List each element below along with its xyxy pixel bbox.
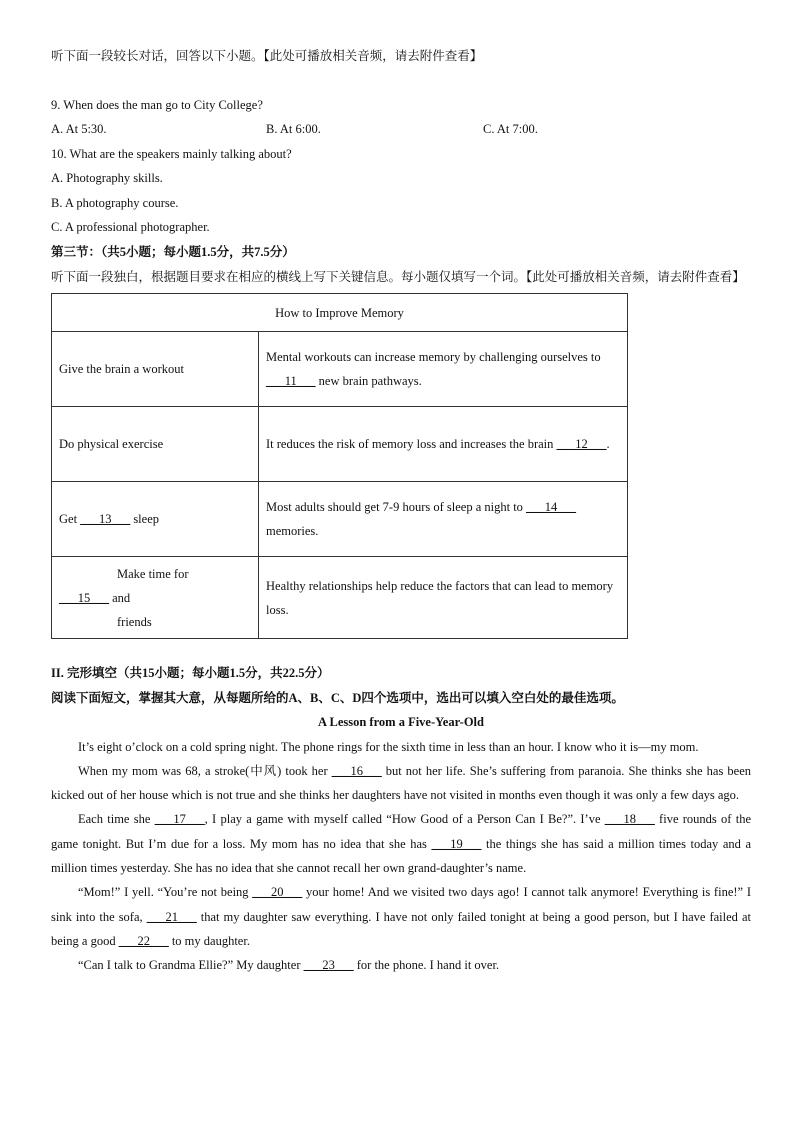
paragraph-5 xyxy=(51,953,751,977)
cell-text: new brain pathways. xyxy=(315,374,422,388)
table-cell-left: Do physical exercise xyxy=(52,407,259,482)
cell-text: Get xyxy=(59,512,81,526)
blank-22: ___22___ xyxy=(118,933,169,948)
passage-title: A Lesson from a Five-Year-Old xyxy=(318,715,484,729)
blank-23: ___23___ xyxy=(303,958,354,973)
long-dialogue-intro: 听下面一段较长对话，回答以下小题。【此处可播放相关音频，请去附件查看】 xyxy=(51,49,483,63)
blank-17: ___17___ xyxy=(154,812,205,827)
table-cell-left xyxy=(52,482,259,557)
cloze-instructions: 阅读下面短文，掌握其大意，从每题所给的A、B、C、D四个选项中，选出可以填入空白处的最佳选项。 xyxy=(51,690,624,705)
cell-line xyxy=(59,586,251,610)
para-text: “Mom!” I yell. “You’re not being xyxy=(78,885,253,900)
question-9-options xyxy=(51,117,751,142)
cell-text: . xyxy=(606,437,610,451)
blank-12: ___12___ xyxy=(556,437,607,451)
spacer xyxy=(51,639,751,661)
q10-option-b: B. A photography course. xyxy=(51,195,179,210)
para-text: for the phone. I hand it over. xyxy=(353,958,500,973)
table-header-row xyxy=(52,294,628,332)
cell-text: memories. xyxy=(266,524,319,538)
q9-option-c: C. At 7:00. xyxy=(483,122,538,136)
table-cell-right xyxy=(259,407,628,482)
cell-text: and xyxy=(109,590,131,605)
blank-11: ___11___ xyxy=(266,374,316,388)
section-3-instructions: 听下面一段独白，根据题目要求在相应的横线上写下关键信息。每小题仅填写一个词。【此处可播放相关音频，请去附件查看】 xyxy=(51,270,745,284)
table-cell-right: Healthy relationships help reduce the factors that can lead to memory loss. xyxy=(259,557,628,639)
para-text: Each time she xyxy=(78,812,155,827)
question-10: 10. What are the speakers mainly talking about? xyxy=(51,146,292,161)
q10-option-a: A. Photography skills. xyxy=(51,171,163,185)
blank-21: ___21___ xyxy=(146,909,197,924)
blank-19: ___19___ xyxy=(431,836,482,851)
table-row xyxy=(52,482,628,557)
blank-13: ___13___ xyxy=(80,512,131,526)
paragraph-3 xyxy=(51,807,751,880)
q9-option-b: B. At 6:00. xyxy=(266,122,321,136)
spacer xyxy=(51,69,751,93)
table-cell-left: Give the brain a workout xyxy=(52,332,259,407)
paragraph-2 xyxy=(51,759,751,808)
para-text: five rounds of the game tonight. But I’m due for a loss. My mom has no idea that she has xyxy=(51,812,751,851)
blank-20: ___20___ xyxy=(252,885,303,900)
para-text: to my daughter. xyxy=(168,933,250,948)
blank-14: ___14___ xyxy=(526,500,577,514)
q9-option-a: A. At 5:30. xyxy=(51,122,107,136)
cell-text: sleep xyxy=(130,512,159,526)
para-text: that my daughter saw everything. I have not only failed tonight at being a good person, but I have failed at being a good xyxy=(51,909,751,948)
cloze-section-title: II. 完形填空（共15小题；每小题1.5分，共22.5分） xyxy=(51,666,330,680)
memory-table xyxy=(51,293,628,639)
cell-text: Most adults should get 7-9 hours of sleep a night to xyxy=(266,500,527,514)
table-title: How to Improve Memory xyxy=(52,294,628,332)
table-cell-left xyxy=(52,557,259,639)
table-row xyxy=(52,332,628,407)
table-cell-right xyxy=(259,482,628,557)
para-text: “Can I talk to Grandma Ellie?” My daughter xyxy=(78,958,304,973)
para-text: , I play a game with myself called “How Good of a Person Can I Be?”. I’ve xyxy=(204,812,605,827)
para-text: When my mom was 68, a stroke(中风) took her xyxy=(78,763,332,778)
question-9: 9. When does the man go to City College? xyxy=(51,97,263,112)
exam-page xyxy=(51,44,751,977)
table-row xyxy=(52,407,628,482)
para-text: but not her life. She’s suffering from paranoia. She thinks she has been kicked out of her house which is not true and she thinks her daughters have not visited in months even though it was only a few days ago. xyxy=(51,763,751,803)
q10-option-c: C. A professional photographer. xyxy=(51,220,210,234)
cell-text: Make time for xyxy=(117,566,189,581)
blank-16: ___16___ xyxy=(331,763,382,778)
para-text: your home! And we visited two days ago! I cannot talk anymore! Everything is fine!” I sink into the sofa, xyxy=(51,885,751,924)
table-row xyxy=(52,557,628,639)
blank-18: ___18___ xyxy=(604,812,655,827)
table-cell-right xyxy=(259,332,628,407)
cell-text: Mental workouts can increase memory by challenging ourselves to xyxy=(266,350,601,364)
paragraph-1: It’s eight o’clock on a cold spring night. The phone rings for the sixth time in less than an hour. I know who it is—my mom. xyxy=(78,739,699,754)
cell-text: It reduces the risk of memory loss and increases the brain xyxy=(266,437,557,451)
blank-15: ___15___ xyxy=(59,590,109,605)
para-text: the things she has said a million times today and a million times yesterday. She has no idea that she cannot recall her own grand-daughter’s name. xyxy=(51,836,751,875)
cell-text: friends xyxy=(117,614,152,629)
section-3-title: 第三节：（共5小题；每小题1.5分，共7.5分） xyxy=(51,244,295,259)
paragraph-4 xyxy=(51,880,751,953)
